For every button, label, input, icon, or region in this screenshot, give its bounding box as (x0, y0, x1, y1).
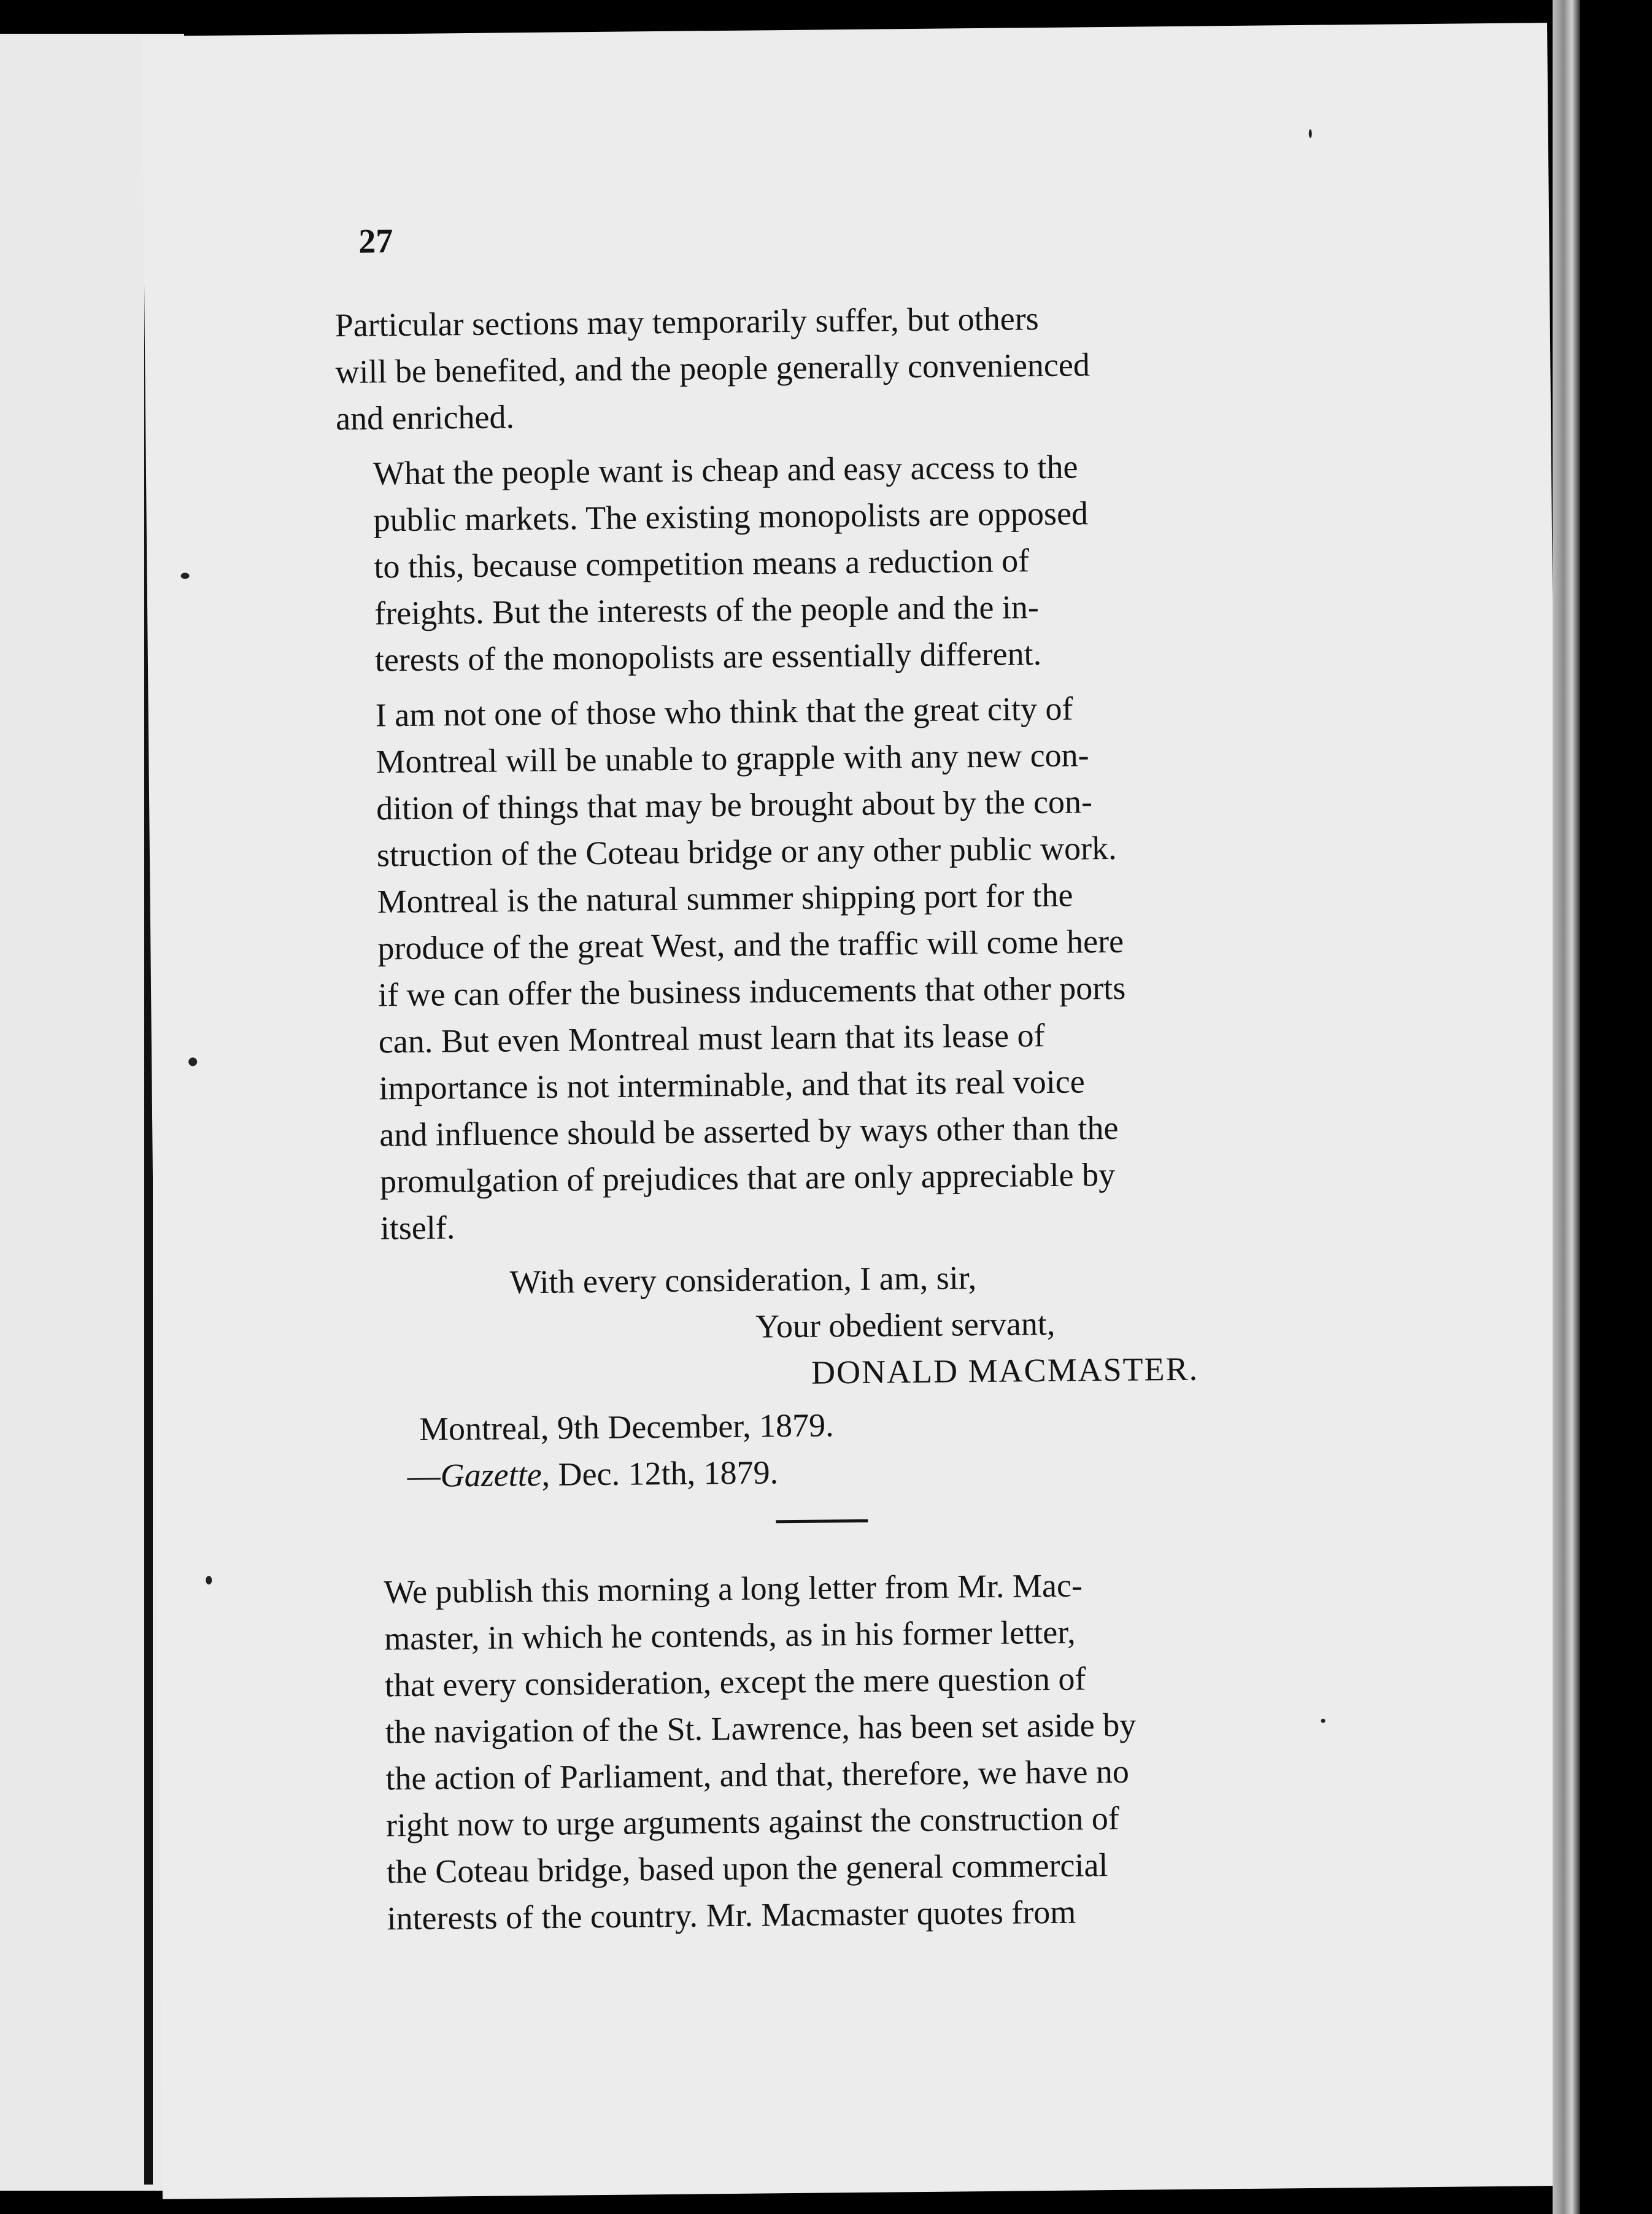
text-line: if we can offer the business inducements that other ports (377, 969, 1126, 1014)
text-line: that every consideration, except the mere question of (384, 1660, 1086, 1704)
text-line: interests of the country. Mr. Macmaster quotes from (387, 1893, 1076, 1937)
text-line: promulgation of prejudices that are only appreciable by (379, 1155, 1116, 1200)
text-line: struction of the Coteau bridge or any other public work. (376, 829, 1117, 874)
margin-speck (188, 1057, 197, 1066)
text-line: freights. But the interests of the people and the in- (374, 588, 1040, 632)
text-line: Montreal will be unable to grapple with any new con- (376, 736, 1089, 781)
text-line: We publish this morning a long letter from Mr. Mac- (384, 1567, 1083, 1611)
paragraph (347, 1560, 1271, 1942)
letter-closing: With every consideration, I am, sir, (509, 1259, 977, 1301)
text-line: Montreal is the natural summer shipping port for the (377, 876, 1073, 920)
source-date: , Dec. 12th, 1879. (541, 1454, 779, 1493)
section-divider (776, 1519, 868, 1523)
paragraph (338, 684, 1264, 1252)
margin-speck (181, 573, 190, 579)
text-line: public markets. The existing monopolists are opposed (373, 495, 1089, 539)
text-line: the navigation of the St. Lawrence, has been set aside by (385, 1706, 1137, 1751)
letter-signature: DONALD MACMASTER. (811, 1350, 1199, 1391)
letter-valediction: Your obedient servant, (755, 1305, 1056, 1345)
text-line: itself. (380, 1209, 455, 1247)
text-line: and enriched. (335, 398, 515, 438)
paragraph (334, 293, 1256, 442)
text-line: master, in which he contends, as in his former letter, (384, 1613, 1076, 1657)
book-page (142, 23, 1568, 2199)
page-text (334, 210, 1271, 1951)
text-line: and influence should be asserted by ways other than the (379, 1109, 1119, 1154)
text-line: can. But even Montreal must learn that its lease of (378, 1017, 1045, 1060)
text-line: dition of things that may be brought about by the con- (376, 783, 1093, 827)
text-line: Particular sections may temporarily suffer, but others (334, 300, 1039, 344)
source-dash: — (407, 1457, 441, 1495)
text-line: to this, because competition means a reduction of (374, 542, 1030, 585)
text-line: importance is not interminable, and that its real voice (379, 1063, 1085, 1107)
margin-speck (1321, 1719, 1326, 1723)
text-line: What the people want is cheap and easy access to the (372, 448, 1078, 492)
source-publication: Gazette (440, 1456, 542, 1494)
text-line: the action of Parliament, and that, therefore, we have no (385, 1753, 1130, 1797)
text-line: I am not one of those who think that the great city of (375, 690, 1073, 734)
margin-speck (206, 1576, 212, 1584)
text-line: the Coteau bridge, based upon the general commercial (386, 1846, 1108, 1891)
source-citation (407, 1444, 1267, 1499)
text-line: right now to urge arguments against the construction of (385, 1799, 1120, 1844)
margin-speck (1309, 129, 1312, 138)
text-line: produce of the great West, and the traffic will come here (377, 922, 1124, 967)
page-number: 27 (358, 222, 393, 261)
text-line: terests of the monopolists are essentially different. (374, 635, 1042, 679)
text-line: will be benefited, and the people generally convenienced (335, 346, 1090, 391)
paragraph (336, 442, 1259, 684)
letter-dateline: Montreal, 9th December, 1879. (419, 1406, 834, 1448)
page-stack-edge (1553, 0, 1580, 2214)
